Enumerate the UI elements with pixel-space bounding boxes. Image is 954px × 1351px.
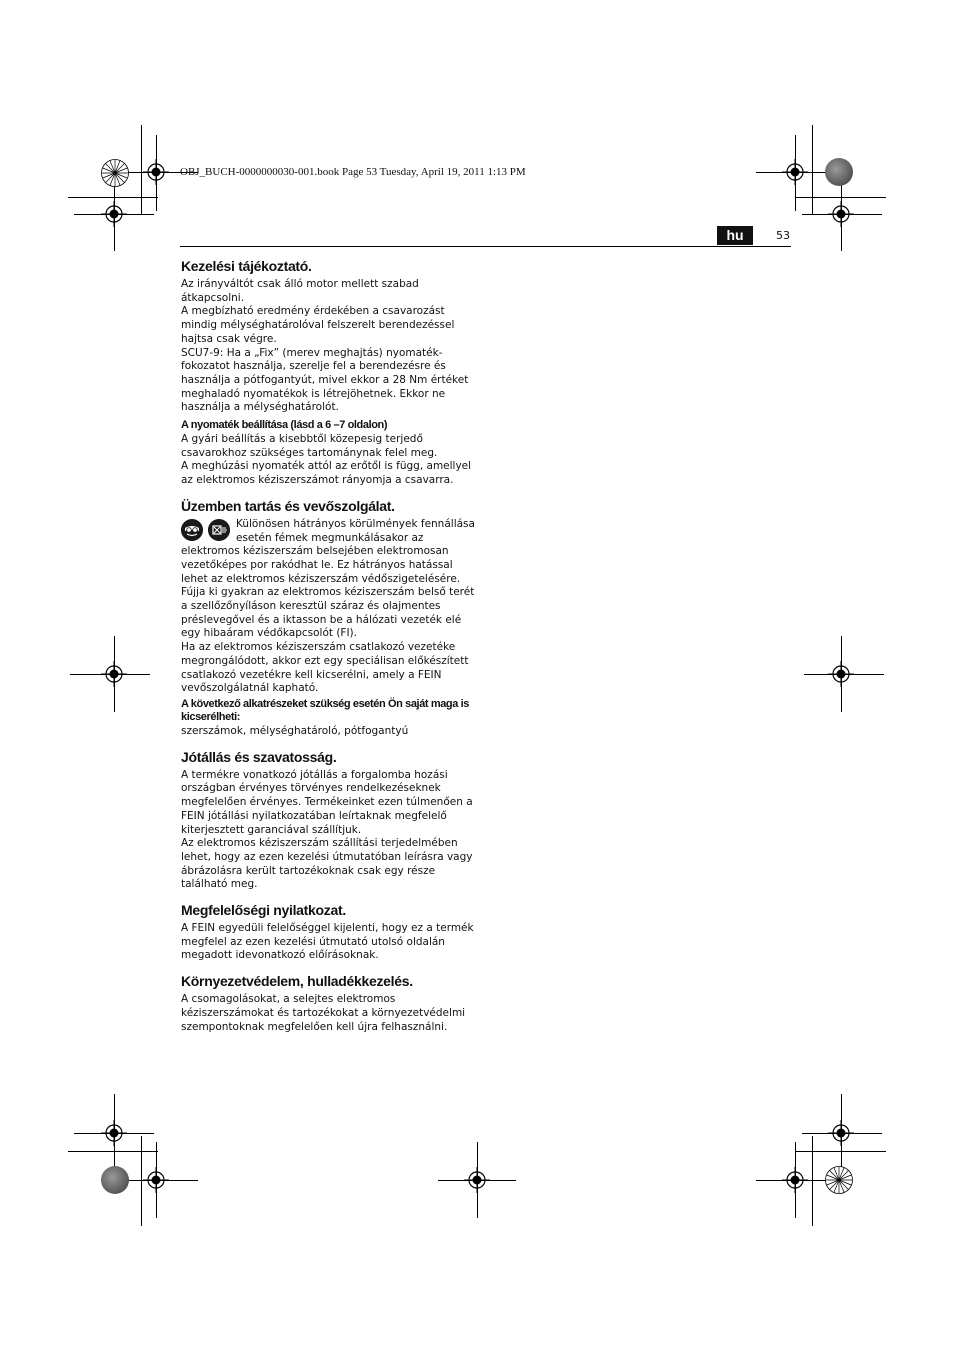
main-column	[181, 258, 481, 1034]
registration-target-icon	[782, 1167, 808, 1193]
header-rule	[180, 246, 791, 247]
registration-target-icon	[464, 1167, 490, 1193]
registration-target-icon	[143, 1167, 169, 1193]
paragraph: Az elektromos kéziszerszám szállítási terjedelmében lehet, hogy az ezen kezelési útmutatóban leírásra vagy ábrázolásra került tartozékoknak csak egy része található meg.	[181, 837, 473, 891]
page-number: 53	[776, 229, 790, 242]
section-operating-instructions	[181, 258, 481, 488]
section-maintenance-service	[181, 498, 481, 739]
section-title: Kezelési tájékoztató.	[181, 258, 312, 274]
paragraph: A csomagolásokat, a selejtes elektromos kéziszerszámokat és tartozékokat a környezetvédelmi szempontoknak megfelelően kell újra felhasználni.	[181, 993, 466, 1033]
eye-protection-icon	[181, 519, 203, 541]
section-warranty	[181, 749, 481, 892]
subsection-title: A következő alkatrészeket szükség esetén Ön saját maga is kicserélheti:	[181, 697, 469, 723]
gray-calibration-circle	[101, 1166, 129, 1194]
registration-target-icon	[101, 201, 127, 227]
safety-icons	[181, 519, 236, 543]
book-header: OBJ_BUCH-0000000030-001.book Page 53 Tuesday, April 19, 2011 1:13 PM	[180, 166, 526, 178]
paragraph: SCU7-9: Ha a „Fix” (merev meghajtás) nyomaték-fokozatot használja, szerelje fel a berendezésre és használja a pótfogantyút, mivel ekkor a 28 Nm értéket meghaladó nyomatékok is létrejöhetnek. Ekkor ne használja a mélységhatárolót.	[181, 346, 469, 414]
blow-out-vents-icon	[208, 519, 230, 541]
paragraph: Különösen hátrányos körülmények fennállása esetén fémek megmunkálásakor az elektromos kéziszerszám belsejében elektromosan vezetőképes por rakódhat le. Ez hátrányos hatással lehet az elektromos kéziszerszám védőszigetelésére. Fújja ki gyakran az elektromos kéziszerszám belső terét a szellőzőnyíláson keresztül száraz és olajmentes préslevegővel és a iktasson be a hálózati vezeték elé egy hibaáram védőkapcsolót (FI).	[181, 517, 475, 640]
paragraph: A termékre vonatkozó jótállás a forgalomba hozási országban érvényes törvényes rendelkezéseknek megfelelően érvényes. Termékeinket ezen túlmenően a FEIN jótállási nyilatkozatában leírtaknak megfelelő kiterjesztett garanciával szállítjuk.	[181, 768, 473, 836]
section-environment-disposal	[181, 973, 481, 1034]
registration-target-icon	[782, 159, 808, 185]
paragraph: szerszámok, mélységhatároló, pótfogantyú	[181, 724, 409, 737]
paragraph: A megbízható eredmény érdekében a csavarozást mindig mélységhatárolóval felszerelt berendezéssel hajtsa csak végre.	[181, 305, 455, 345]
registration-target-icon	[828, 201, 854, 227]
registration-target-icon	[828, 1120, 854, 1146]
section-title: Jótállás és szavatosság.	[181, 748, 337, 765]
paragraph: A FEIN egyedüli felelőséggel kijelenti, hogy ez a termék megfelel az ezen kezelési útmutató utolsó oldalán megadott idevonatkozó előírásoknak.	[181, 922, 474, 962]
registration-target-icon	[101, 661, 127, 687]
section-title: Üzemben tartás és vevőszolgálat.	[181, 497, 395, 514]
starburst-target-icon	[825, 1166, 853, 1194]
language-badge: hu	[717, 226, 753, 245]
section-declaration-of-conformity	[181, 902, 481, 963]
registration-target-icon	[828, 661, 854, 687]
paragraph: Ha az elektromos kéziszerszám csatlakozó vezetéke megrongálódott, akkor ezt egy speciálisan előkészített csatlakozó vezetékre kell kicserélni, amely a FEIN vevőszolgálatnál kapható.	[181, 641, 469, 695]
paragraph: A meghúzási nyomaték attól az erőtől is függ, amellyel az elektromos kéziszerszámot rányomja a csavarra.	[181, 460, 472, 487]
section-title: Megfelelőségi nyilatkozat.	[181, 902, 346, 919]
section-title: Környezetvédelem, hulladékkezelés.	[181, 973, 413, 990]
paragraph: Az irányváltót csak álló motor mellett szabad átkapcsolni.	[181, 278, 419, 304]
registration-target-icon	[101, 1120, 127, 1146]
subsection-title: A nyomaték beállítása (lásd a 6 –7 oldalon)	[181, 419, 388, 432]
registration-target-icon	[143, 159, 169, 185]
starburst-target-icon	[101, 159, 129, 187]
paragraph: A gyári beállítás a kisebbtől közepesig terjedő csavarokhoz szükséges tartománynak felel meg.	[181, 433, 438, 459]
gray-calibration-circle	[825, 158, 853, 186]
